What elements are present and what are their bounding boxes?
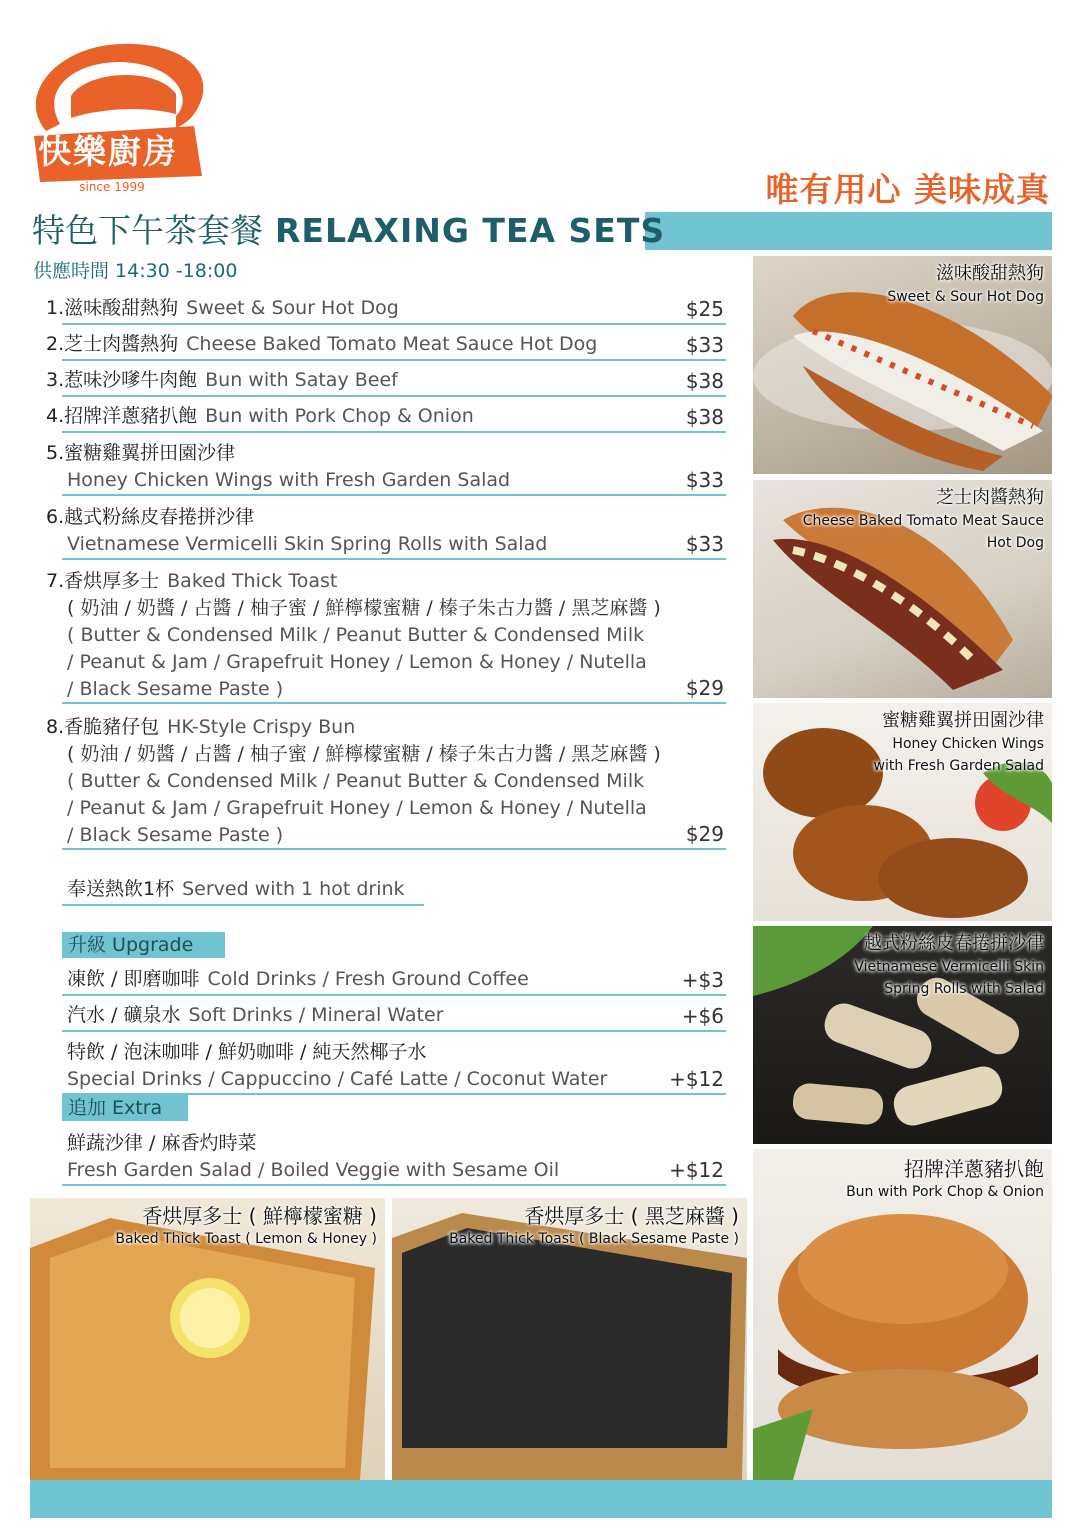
item-name-en: HK-Style Crispy Bun <box>167 716 356 738</box>
photo-caption-en: Hot Dog <box>986 535 1044 551</box>
item-options-en: ( Butter & Condensed Milk / Peanut Butter & Condensed Milk <box>67 624 645 646</box>
photo-cheese-hotdog <box>753 480 1052 698</box>
upgrade-zh: 凍飲 / 即磨咖啡 <box>67 968 200 990</box>
item-name-en: Bun with Satay Beef <box>205 369 398 391</box>
item-name-zh: 2.芝士肉醬熱狗 <box>46 333 179 355</box>
extra-price: +$12 <box>669 1158 724 1182</box>
extra-label: 追加 Extra <box>62 1095 188 1121</box>
item-name-zh: 3.惹味沙嗲牛肉飽 <box>46 369 198 391</box>
item-options-zh: ( 奶油 / 奶醬 / 占醬 / 柚子蜜 / 鮮檸檬蜜糖 / 榛子朱古力醬 / 黑芝麻醬 ) <box>67 743 661 765</box>
photo-caption-zh: 蜜糖雞翼拼田園沙律 <box>882 710 1044 731</box>
title-en: RELAXING TEA SETS <box>275 211 666 250</box>
upgrade-en: Cold Drinks / Fresh Ground Coffee <box>207 968 529 990</box>
upgrade-price: +$12 <box>669 1067 724 1091</box>
photo-hotdog <box>753 256 1052 474</box>
brand-logo <box>26 36 208 198</box>
item-name-en: Bun with Pork Chop & Onion <box>205 405 474 427</box>
item-price: $29 <box>685 822 724 846</box>
service-hours: 供應時間 14:30 -18:00 <box>33 260 238 282</box>
item-name-en: Honey Chicken Wings with Fresh Garden Salad <box>67 469 511 491</box>
photo-caption-en: Spring Rolls with Salad <box>884 981 1044 997</box>
photo-caption-zh: 滋味酸甜熱狗 <box>936 263 1044 284</box>
menu-item <box>46 568 726 704</box>
upgrade-zh: 汽水 / 礦泉水 <box>67 1004 181 1026</box>
photo-caption-zh: 越式粉絲皮春捲拼沙律 <box>864 933 1044 954</box>
title-zh: 特色下午茶套餐 <box>32 211 263 250</box>
extra-zh: 鮮蔬沙律 / 麻香灼時菜 <box>67 1132 257 1154</box>
menu-item <box>46 331 726 361</box>
extra-row <box>46 1130 726 1186</box>
upgrade-zh: 特飲 / 泡沫咖啡 / 鮮奶咖啡 / 純天然椰子水 <box>67 1041 427 1063</box>
item-price: $38 <box>685 369 724 393</box>
item-options-en: / Peanut & Jam / Grapefruit Honey / Lemon & Honey / Nutella <box>67 797 647 819</box>
upgrade-en: Special Drinks / Cappuccino / Café Latte / Coconut Water <box>67 1068 608 1090</box>
extra-en: Fresh Garden Salad / Boiled Veggie with Sesame Oil <box>67 1159 560 1181</box>
item-options-en: / Black Sesame Paste ) <box>67 678 284 700</box>
menu-item <box>46 440 726 496</box>
item-name-zh: 7.香烘厚多士 <box>46 570 160 592</box>
item-name-zh: 6.越式粉絲皮春捲拼沙律 <box>46 506 255 528</box>
photo-pork-bun <box>753 1149 1052 1480</box>
free-drink-note <box>46 876 424 906</box>
upgrade-price: +$3 <box>681 968 724 992</box>
item-price: $33 <box>685 333 724 357</box>
footer-bar <box>30 1480 1052 1518</box>
item-price: $38 <box>685 405 724 429</box>
photo-toast-lemon <box>30 1198 385 1480</box>
since-label: since 1999 <box>79 180 145 194</box>
item-name-zh: 1.滋味酸甜熱狗 <box>46 297 179 319</box>
photo-caption-en: Baked Thick Toast ( Black Sesame Paste ) <box>449 1231 739 1247</box>
item-name-en: Vietnamese Vermicelli Skin Spring Rolls with Salad <box>67 533 548 555</box>
item-name-en: Cheese Baked Tomato Meat Sauce Hot Dog <box>186 333 598 355</box>
upgrade-en: Soft Drinks / Mineral Water <box>188 1004 444 1026</box>
photo-caption-en: Sweet & Sour Hot Dog <box>887 289 1044 305</box>
photo-wings <box>753 703 1052 921</box>
item-name-en: Baked Thick Toast <box>167 570 338 592</box>
slogan: 唯有用心 美味成真 <box>765 170 1050 209</box>
photo-caption-zh: 香烘厚多士 ( 鮮檸檬蜜糖 ) <box>142 1204 377 1228</box>
item-options-zh: ( 奶油 / 奶醬 / 占醬 / 柚子蜜 / 鮮檸檬蜜糖 / 榛子朱古力醬 / 黑芝麻醬 ) <box>67 597 661 619</box>
photo-spring-rolls <box>753 926 1052 1144</box>
photo-caption-en: with Fresh Garden Salad <box>873 758 1044 774</box>
photo-caption-en: Cheese Baked Tomato Meat Sauce <box>802 513 1044 529</box>
menu-item <box>46 714 726 850</box>
item-price: $33 <box>685 468 724 492</box>
drink-zh: 奉送熱飲1杯 <box>67 878 175 900</box>
menu-item <box>46 367 726 397</box>
item-options-en: / Peanut & Jam / Grapefruit Honey / Lemon & Honey / Nutella <box>67 651 647 673</box>
photo-toast-sesame <box>392 1198 747 1480</box>
photo-caption-en: Honey Chicken Wings <box>892 736 1044 752</box>
photo-caption-zh: 招牌洋蔥豬扒飽 <box>904 1157 1044 1181</box>
drink-en: Served with 1 hot drink <box>182 878 405 900</box>
upgrade-row <box>46 1002 726 1032</box>
menu-item <box>46 504 726 560</box>
upgrade-label: 升級 Upgrade <box>62 932 225 958</box>
item-name-zh: 8.香脆豬仔包 <box>46 716 160 738</box>
item-price: $29 <box>685 676 724 700</box>
photo-caption-en: Bun with Pork Chop & Onion <box>846 1184 1044 1200</box>
menu-item <box>46 403 726 433</box>
photo-caption-zh: 芝士肉醬熱狗 <box>936 487 1044 508</box>
item-price: $25 <box>685 297 724 321</box>
photo-caption-zh: 香烘厚多士 ( 黑芝麻醬 ) <box>524 1204 739 1228</box>
upgrade-row <box>46 966 726 996</box>
upgrade-price: +$6 <box>681 1004 724 1028</box>
item-name-zh: 5.蜜糖雞翼拼田園沙律 <box>46 442 236 464</box>
photo-caption-en: Vietnamese Vermicelli Skin <box>854 959 1044 975</box>
item-name-zh: 4.招牌洋蔥豬扒飽 <box>46 405 198 427</box>
menu-item <box>46 295 726 325</box>
photo-caption-en: Baked Thick Toast ( Lemon & Honey ) <box>115 1231 377 1247</box>
item-options-en: ( Butter & Condensed Milk / Peanut Butter & Condensed Milk <box>67 770 645 792</box>
item-price: $33 <box>685 532 724 556</box>
page-title <box>32 211 665 251</box>
item-name-en: Sweet & Sour Hot Dog <box>186 297 399 319</box>
upgrade-row <box>46 1039 726 1095</box>
brand-name: 快樂廚房 <box>38 132 178 171</box>
item-options-en: / Black Sesame Paste ) <box>67 824 284 846</box>
